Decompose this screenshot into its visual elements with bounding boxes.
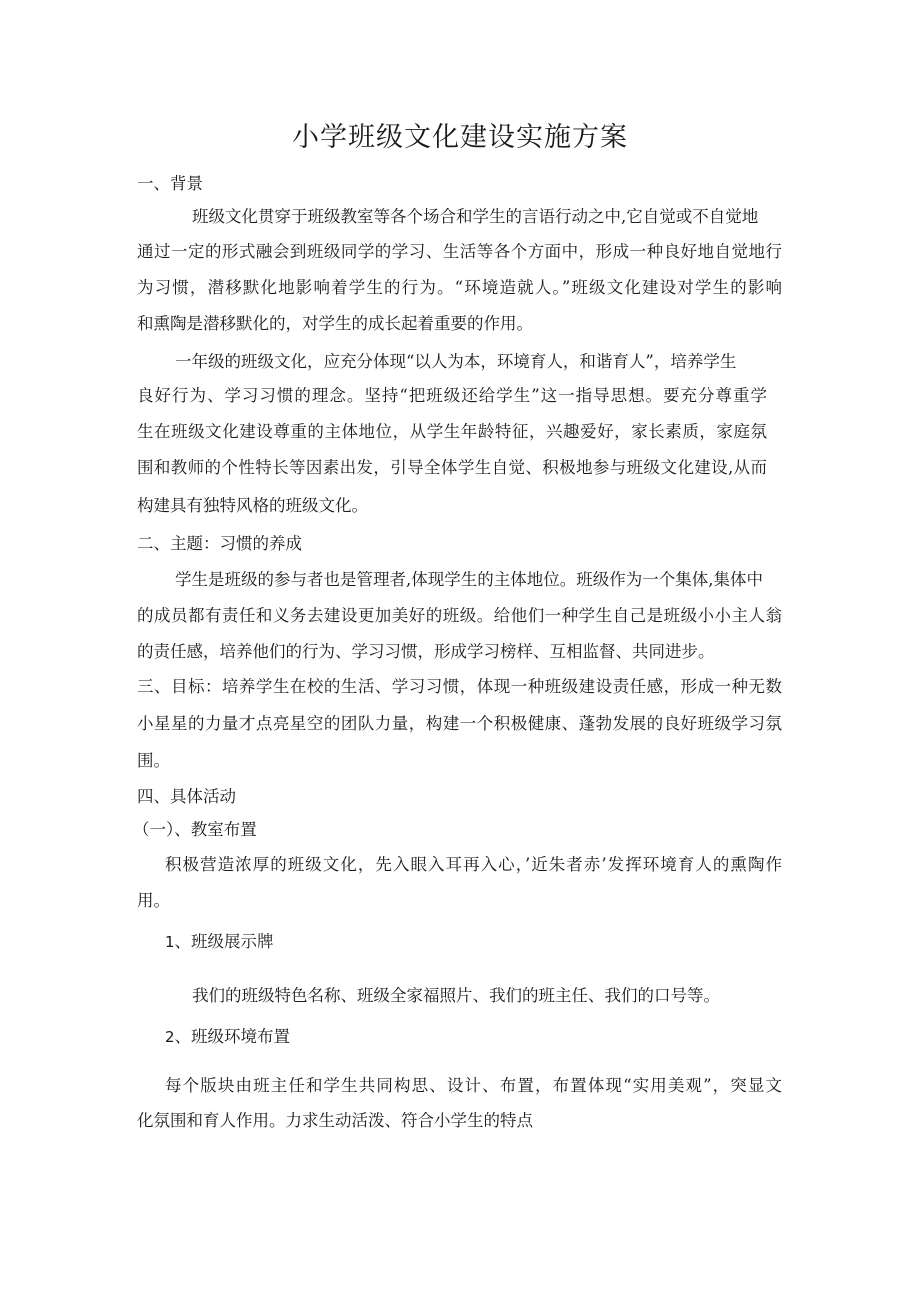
section-heading-theme: 二、主题：习惯的养成: [137, 534, 302, 553]
paragraph-line: 构建具有独特风格的班级文化。: [137, 496, 368, 515]
paragraph-line: 用。: [137, 891, 170, 910]
list-number: 2: [165, 1028, 175, 1046]
paragraph-line: 的责任感，培养他们的行为、学习习惯，形成学习榜样、互相监督、共同进步。: [137, 642, 715, 661]
list-item-heading: [165, 930, 274, 954]
list-number: 1: [165, 933, 175, 951]
paragraph-line: 班级文化贯穿于班级教室等各个场合和学生的言语行动之中,它自觉或不自觉地: [192, 207, 759, 226]
paragraph-line: 良好行为、学习习惯的理念。坚持“把班级还给学生”这一指导思想。要充分尊重学: [137, 386, 767, 405]
paragraph-line: 每个版块由班主任和学生共同构思、设计、布置，布置体现“实用美观”，突显文: [165, 1076, 782, 1095]
section-heading-goal: 三、目标：培养学生在校的生活、学习习惯，体现一种班级建设责任感，形成一种无数: [137, 677, 782, 696]
paragraph-line: 的成员都有责任和义务去建设更加美好的班级。给他们一种学生自己是班级小小主人翁: [137, 606, 782, 625]
subsection-heading-classroom: （一）、教室布置: [133, 820, 257, 839]
paragraph-line: 学生是班级的参与者也是管理者,体现学生的主体地位。班级作为一个集体,集体中: [175, 570, 763, 589]
section-heading-activities: 四、具体活动: [137, 787, 236, 806]
paragraph-line: 围和教师的个性特长等因素出发，引导全体学生自觉、积极地参与班级文化建设,从而: [137, 458, 767, 477]
paragraph-line: 一年级的班级文化，应充分体现“以人为本，环境育人，和谐育人”，培养学生: [175, 352, 737, 371]
paragraph-line: 通过一定的形式融会到班级同学的学习、生活等各个方面中，形成一种良好地自觉地行: [137, 242, 782, 261]
paragraph-line: 和熏陶是潜移默化的，对学生的成长起着重要的作用。: [137, 314, 533, 333]
paragraph-line: 积极营造浓厚的班级文化，先入眼入耳再入心，’近朱者赤’发挥环境育人的熏陶作: [165, 855, 782, 874]
list-label: 、班级展示牌: [174, 932, 274, 951]
list-item-heading: [165, 1025, 290, 1049]
paragraph-line: 化氛围和育人作用。力求生动活泼、符合小学生的特点: [137, 1111, 533, 1130]
paragraph-line: 生在班级文化建设尊重的主体地位，从学生年龄特征，兴趣爱好，家长素质，家庭氛: [137, 422, 767, 441]
paragraph-line: 我们的班级特色名称、班级全家福照片、我们的班主任、我们的口号等。: [192, 986, 720, 1005]
document-title: 小学班级文化建设实施方案: [292, 122, 628, 153]
paragraph-line: 为习惯，潜移默化地影响着学生的行为。“环境造就人。”班级文化建设对学生的影响: [137, 278, 782, 297]
list-label: 、班级环境布置: [174, 1027, 291, 1046]
paragraph-line: 围。: [137, 751, 170, 770]
paragraph-line: 小星星的力量才点亮星空的团队力量，构建一个积极健康、蓬勃发展的良好班级学习氛: [137, 714, 782, 733]
section-heading-background: 一、背景: [137, 174, 203, 193]
